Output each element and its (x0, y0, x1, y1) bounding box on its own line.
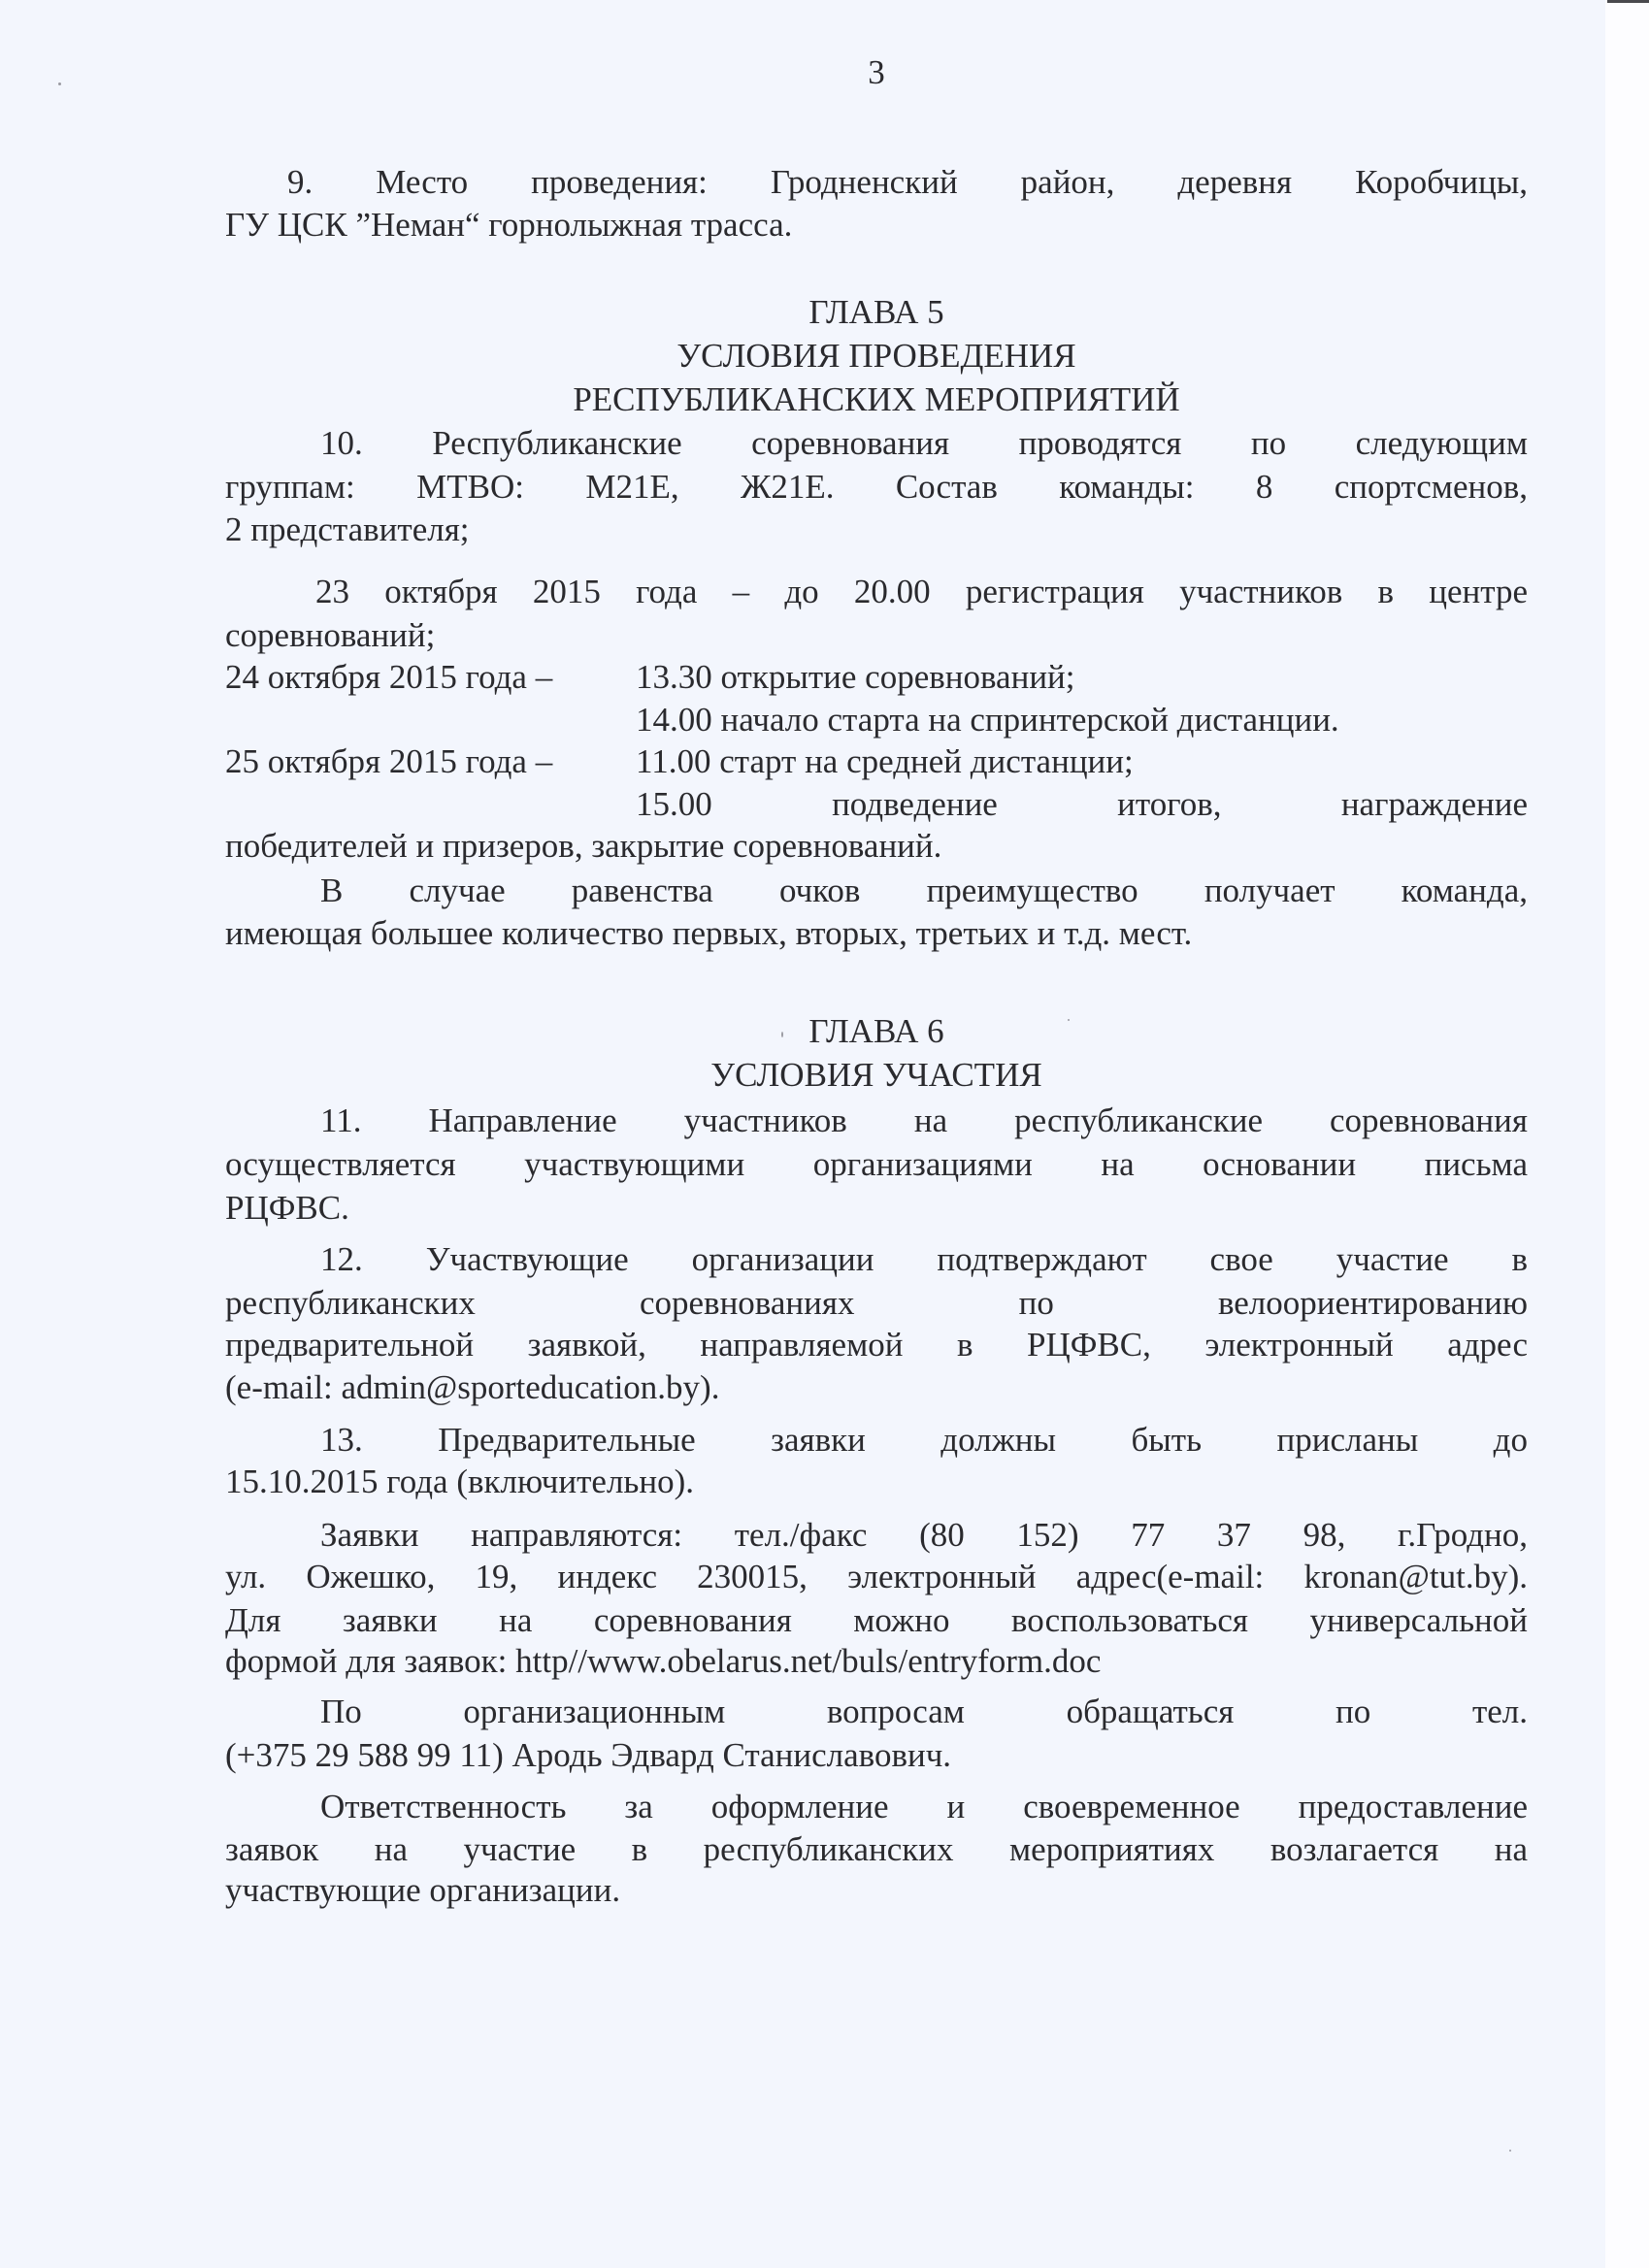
applications-line-1: Заявки направляются: тел./факс (80 152) 77 37 98, г.Гродно, (320, 1516, 1528, 1554)
chapter-5-title-line-1: УСЛОВИЯ ПРОВЕДЕНИЯ (676, 337, 1076, 375)
paragraph-10-line-2: группам: МТВО: М21Е, Ж21Е. Состав команды: 8 спортсменов, (225, 468, 1528, 506)
paragraph-11-line-3: РЦФВС. (225, 1189, 349, 1227)
applications-line-3: Для заявки на соревнования можно воспользоваться универсальной (225, 1601, 1528, 1639)
chapter-5-heading: ГЛАВА 5 (808, 293, 944, 331)
schedule-oct23-line-2: соревнований; (225, 616, 436, 654)
contact-line-2: (+375 29 588 99 11) Ародь Эдвард Станиславович. (225, 1736, 952, 1774)
chapter-5-title-line-2: РЕСПУБЛИКАНСКИХ МЕРОПРИЯТИЙ (573, 380, 1180, 418)
schedule-oct25-item-1: 11.00 старт на средней дистанции; (636, 742, 1134, 780)
page-number: 3 (868, 53, 885, 91)
scan-edge-strip (1605, 0, 1649, 2268)
scan-speck (781, 1032, 783, 1037)
schedule-oct24-item-2: 14.00 начало старта на спринтерской дистанции. (636, 701, 1339, 739)
paragraph-13-line-1: 13. Предварительные заявки должны быть присланы до (320, 1421, 1528, 1459)
applications-line-2: ул. Ожешко, 19, индекс 230015, электронный адрес(e-mail: kronan@tut.by). (225, 1558, 1528, 1595)
section-9-line-2: ГУ ЦСК ”Неман“ горнолыжная трасса. (225, 206, 793, 244)
entry-form-link: формой для заявок: http//www.obelarus.net/buls/entryform.doc (225, 1642, 1102, 1680)
chapter-6-title: УСЛОВИЯ УЧАСТИЯ (710, 1056, 1042, 1094)
responsibility-line-2: заявок на участие в республиканских мероприятиях возлагается на (225, 1830, 1528, 1868)
contact-line-1: По организационным вопросам обращаться по тел. (320, 1693, 1528, 1730)
chapter-6-heading: ГЛАВА 6 (808, 1012, 944, 1050)
paragraph-12-line-3: предварительной заявкой, направляемой в РЦФВС, электронный адрес (225, 1326, 1528, 1364)
schedule-oct23-line-1: 23 октября 2015 года – до 20.00 регистрация участников в центре (315, 573, 1528, 610)
responsibility-line-3: участвующие организации. (225, 1871, 621, 1909)
paragraph-12-email: (e-mail: admin@sporteducation.by). (225, 1368, 720, 1406)
paragraph-13-line-2: 15.10.2015 года (включительно). (225, 1463, 695, 1500)
scan-speck (1509, 2150, 1511, 2152)
responsibility-line-1: Ответственность за оформление и своевременное предоставление (320, 1788, 1528, 1825)
paragraph-11-line-1: 11. Направление участников на республиканские соревнования (320, 1101, 1528, 1139)
schedule-oct25-date: 25 октября 2015 года – (225, 742, 553, 780)
paragraph-12-line-2: республиканских соревнованиях по велоориентированию (225, 1284, 1528, 1322)
schedule-oct24-item-1: 13.30 открытие соревнований; (636, 658, 1075, 696)
scan-speck (58, 82, 61, 85)
tie-break-line-2: имеющая большее количество первых, вторых, третьих и т.д. мест. (225, 914, 1193, 952)
section-9-line-1: 9. Место проведения: Гродненский район, деревня Коробчицы, (287, 163, 1528, 201)
scan-speck (1068, 1019, 1070, 1021)
paragraph-11-line-2: осуществляется участвующими организациями на основании письма (225, 1145, 1528, 1183)
paragraph-10-line-1: 10. Республиканские соревнования проводятся по следующим (320, 424, 1528, 462)
tie-break-line-1: В случае равенства очков преимущество получает команда, (320, 871, 1528, 909)
schedule-oct24-date: 24 октября 2015 года – (225, 658, 553, 696)
paragraph-12-line-1: 12. Участвующие организации подтверждают свое участие в (320, 1240, 1528, 1278)
schedule-oct25-item-2: 15.00 подведение итогов, награждение (636, 785, 1528, 823)
scan-corner-mark (1607, 0, 1649, 3)
paragraph-10-line-3: 2 представителя; (225, 510, 470, 548)
schedule-oct25-continuation: победителей и призеров, закрытие соревнований. (225, 827, 942, 865)
